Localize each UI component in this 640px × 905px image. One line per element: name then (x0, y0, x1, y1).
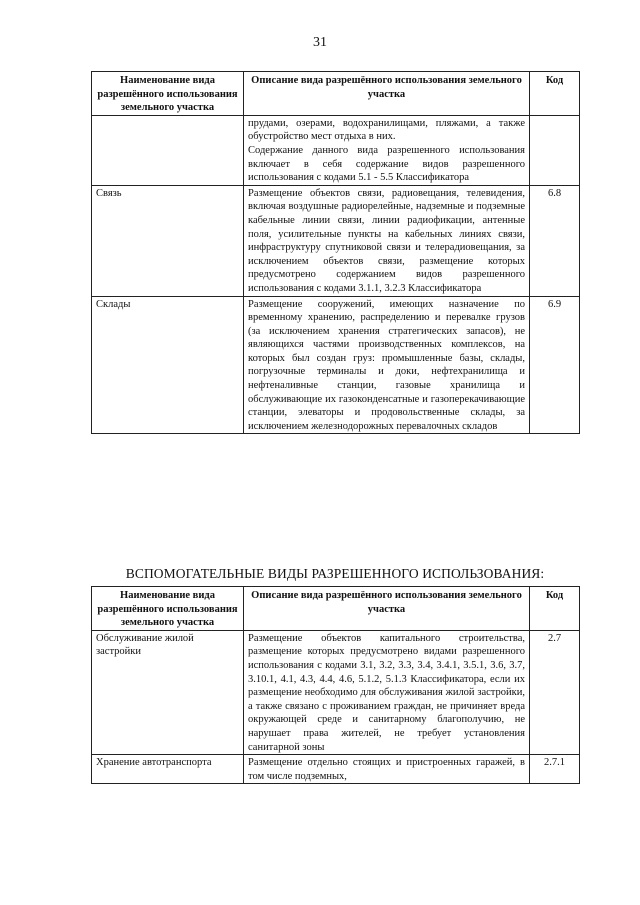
row-description: Размещение отдельно стоящих и пристроенных гаражей, в том числе подземных, (244, 755, 530, 784)
row-code: 6.9 (530, 296, 580, 434)
row-name: Хранение автотранспорта (92, 755, 244, 784)
row-name: Склады (92, 296, 244, 434)
table-row (92, 755, 580, 784)
header-name: Наименование вида разрешённого использования земельного участка (92, 72, 244, 116)
row-description: Размещение объектов связи, радиовещания, телевидения, включая воздушные радиорелейные, надземные и подземные кабельные линии связи, линии радиофикации, антенные поля, усилительные пункты на кабельных линиях связи, инфраструктуру спутниковой связи и телерадиовещания, за исключением объектов связи, размещение которых предусмотрено содержанием видов разрешенного использования с кодами 3.1.1, 3.2.3 Классификатора (244, 185, 530, 296)
header-code: Код (530, 587, 580, 631)
table-row (92, 185, 580, 296)
row-name: Обслуживание жилой застройки (92, 630, 244, 754)
header-description: Описание вида разрешённого использования земельного участка (244, 587, 530, 631)
header-code: Код (530, 72, 580, 116)
row-code: 2.7.1 (530, 755, 580, 784)
header-description: Описание вида разрешённого использования земельного участка (244, 72, 530, 116)
header-name: Наименование вида разрешённого использования земельного участка (92, 587, 244, 631)
row-code: 2.7 (530, 630, 580, 754)
description-paragraph: Содержание данного вида разрешенного использования включает в себя содержание видов разрешенного использования с кодами 5.1 - 5.5 Классификатора (248, 144, 525, 184)
land-use-table-main (91, 71, 580, 434)
row-name: Связь (92, 185, 244, 296)
section-heading: ВСПОМОГАТЕЛЬНЫЕ ВИДЫ РАЗРЕШЕННОГО ИСПОЛЬЗОВАНИЯ: (125, 566, 545, 581)
row-code (530, 115, 580, 185)
table-row (92, 296, 580, 434)
row-description (244, 115, 530, 185)
table-header-row (92, 72, 580, 116)
description-paragraph: прудами, озерами, водохранилищами, пляжами, а также обустройство мест отдыха в них. (248, 117, 525, 143)
row-code: 6.8 (530, 185, 580, 296)
row-name (92, 115, 244, 185)
table-row (92, 630, 580, 754)
table-header-row (92, 587, 580, 631)
row-description: Размещение объектов капитального строительства, размещение которых предусмотрено видами разрешенного использования с кодами 3.1, 3.2, 3.3, 3.4, 3.4.1, 3.5.1, 3.6, 3.7, 3.10.1, 4.1, 4.3, 4.4, 4.6, 5.1.2, 5.1.3 Классификатора, если их размещение необходимо для обслуживания жилой застройки, а также связано с проживанием граждан, не причиняет вреда окружающей среде и санитарному благополучию, не нарушает права жителей, не требует установления санитарной зоны (244, 630, 530, 754)
page-number: 31 (313, 35, 327, 50)
land-use-table-auxiliary (91, 586, 580, 784)
table-row (92, 115, 580, 185)
row-description: Размещение сооружений, имеющих назначение по временному хранению, распределению и перевалке грузов (за исключением хранения стратегических запасов), не являющихся частями производственных комплексов, на которых был создан груз: промышленные базы, склады, погрузочные терминалы и доки, нефтехранилища и нефтеналивные станции, газовые хранилища и обслуживающие их газоконденсатные и газоперекачивающие станции, элеваторы и продовольственные склады, за исключением железнодорожных перевалочных складов (244, 296, 530, 434)
